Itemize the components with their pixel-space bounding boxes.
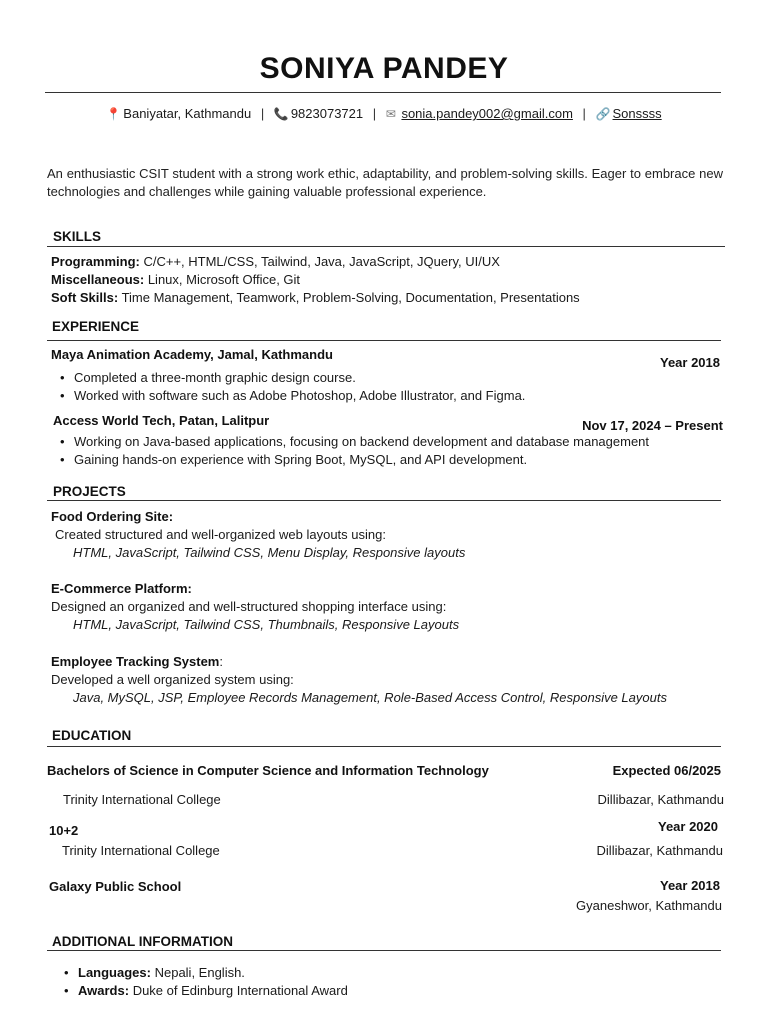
location-pin-icon: 📍 [106, 107, 122, 121]
separator: | [372, 106, 377, 121]
job-org: Access World Tech, Patan, Lalitpur [53, 413, 270, 428]
separator: | [582, 106, 586, 121]
edu-place: Gyaneshwor, Kathmandu [576, 898, 722, 913]
header-divider [45, 92, 721, 93]
list-item: • Completed a three-month graphic design course. [52, 369, 525, 387]
info-value: Nepali, English. [154, 965, 245, 980]
skill-line-programming [51, 253, 500, 271]
skill-label: Soft Skills: [51, 290, 119, 305]
info-label: Awards: [78, 983, 130, 998]
projects-title: PROJECTS [53, 484, 126, 499]
list-item [56, 964, 348, 982]
skills-title: SKILLS [53, 229, 102, 244]
edu-school: Trinity International College [62, 843, 220, 858]
skill-label: Miscellaneous: [51, 272, 145, 287]
job-bullets [52, 433, 649, 469]
project-tech: Java, MySQL, JSP, Employee Records Management, Role-Based Access Control, Responsive Layouts [73, 690, 667, 705]
project-tech: HTML, JavaScript, Tailwind CSS, Menu Display, Responsive layouts [73, 545, 466, 560]
separator: | [260, 106, 265, 121]
info-label: Languages: [78, 965, 151, 980]
job-date: Year 2018 [659, 355, 720, 370]
location-text: Baniyatar, Kathmandu [123, 106, 252, 121]
job-date: Nov 17, 2024 – Present [582, 418, 723, 433]
skill-value: Time Management, Teamwork, Problem-Solving, Documentation, Presentations [121, 290, 580, 305]
education-title: EDUCATION [52, 728, 132, 743]
job-org: Maya Animation Academy, Jamal, Kathmandu [51, 347, 333, 362]
info-value: Duke of Edinburg International Award [132, 983, 348, 998]
experience-title: EXPERIENCE [52, 319, 140, 334]
edu-place: Dillibazar, Kathmandu [596, 843, 723, 858]
additional-title: ADDITIONAL INFORMATION [52, 934, 233, 949]
edu-date: Year 2018 [659, 878, 720, 893]
experience-divider [47, 340, 721, 341]
link-icon: 🔗 [595, 107, 611, 121]
list-item: • Worked with software such as Adobe Photoshop, Adobe Illustrator, and Figma. [52, 387, 525, 405]
project-name: E-Commerce Platform: [51, 581, 192, 596]
contact-line [0, 105, 768, 123]
list-item: • Working on Java-based applications, focusing on backend development and database management [52, 433, 649, 451]
skill-line-misc [51, 271, 300, 289]
project-name-line [51, 653, 223, 671]
edu-date: Expected 06/2025 [612, 763, 721, 778]
project-desc: Designed an organized and well-structured shopping interface using: [51, 599, 447, 614]
skill-line-soft [51, 289, 580, 307]
resume-name: SONIYA PANDEY [259, 52, 509, 85]
skill-value: Linux, Microsoft Office, Git [147, 272, 301, 287]
edu-degree: 10+2 [49, 823, 79, 838]
skill-value: C/C++, HTML/CSS, Tailwind, Java, JavaScript, JQuery, UI/UX [143, 254, 500, 269]
edu-place: Dillibazar, Kathmandu [597, 792, 724, 807]
project-name: Food Ordering Site: [51, 509, 174, 524]
job-bullets [52, 369, 525, 405]
project-desc: Developed a well organized system using: [51, 672, 294, 687]
additional-divider [47, 950, 721, 951]
list-item: • Gaining hands-on experience with Spring Boot, MySQL, and API development. [52, 451, 649, 469]
project-name: Employee Tracking System [51, 654, 220, 669]
skill-label: Programming: [51, 254, 140, 269]
email-link[interactable]: sonia.pandey002@gmail.com [401, 106, 573, 121]
edu-date: Year 2020 [657, 819, 718, 834]
phone-text: 9823073721 [290, 106, 364, 121]
project-desc: Created structured and well-organized web layouts using: [55, 527, 386, 542]
project-name-suffix: : [219, 654, 223, 669]
edu-school: Trinity International College [63, 792, 221, 807]
list-item [56, 982, 348, 1000]
summary-text: An enthusiastic CSIT student with a strong work ethic, adaptability, and problem-solving skills. Eager to embrace new technologies and challenges while gaining valuable professional experience. [47, 166, 723, 199]
edu-degree: Galaxy Public School [49, 879, 182, 894]
skills-divider [47, 246, 725, 247]
email-icon: ✉ [385, 107, 396, 121]
additional-list [56, 964, 348, 1000]
edu-degree: Bachelors of Science in Computer Science and Information Technology [47, 763, 489, 778]
projects-divider [47, 500, 721, 501]
phone-icon: 📞 [273, 107, 289, 121]
education-divider [47, 746, 721, 747]
github-link[interactable]: Sonssss [612, 106, 662, 121]
project-tech: HTML, JavaScript, Tailwind CSS, Thumbnails, Responsive Layouts [73, 617, 460, 632]
